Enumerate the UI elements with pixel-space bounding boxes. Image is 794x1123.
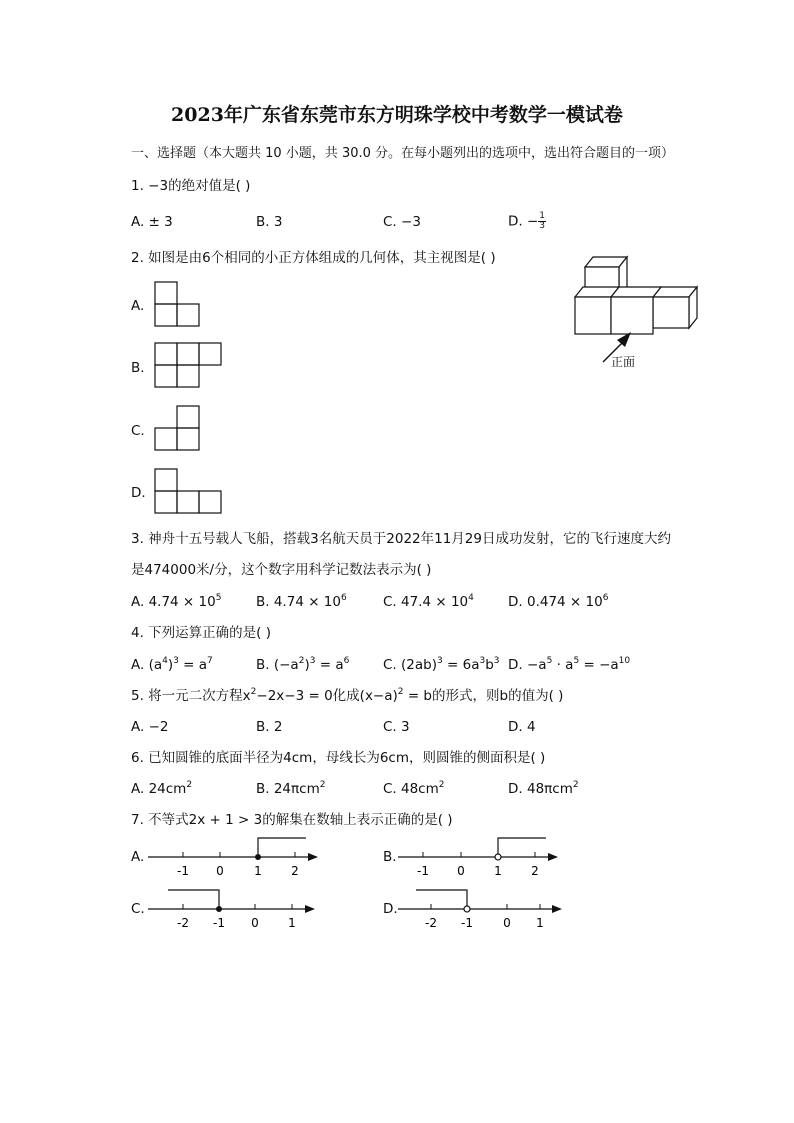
tick-label: -1 xyxy=(177,864,189,878)
question-1-stem: 1. −3的绝对值是( ) xyxy=(131,178,251,194)
tick-label: -1 xyxy=(417,864,429,878)
q7-option-c-numberline xyxy=(148,887,328,937)
exponent: 3 xyxy=(479,656,486,666)
q6-option-d xyxy=(508,781,579,797)
exponent: 4 xyxy=(162,656,168,666)
tick-label: 1 xyxy=(254,864,262,878)
q6-option-b xyxy=(256,781,325,797)
page-title: 2023年广东省东莞市东方明珠学校中考数学一模试卷 xyxy=(171,104,623,126)
q3-option-a xyxy=(131,594,221,610)
q5-stem-part: = b的形式，则b的值为( ) xyxy=(403,688,564,704)
q3-option-c-base: C. 47.4 × 10 xyxy=(383,594,469,610)
q4-b-part: B. (−a xyxy=(256,657,299,673)
exponent: 2 xyxy=(397,687,404,697)
q7-option-b-numberline xyxy=(398,835,578,885)
tick-label: 1 xyxy=(288,916,296,930)
question-7-stem: 7. 不等式2x + 1 > 3的解集在数轴上表示正确的是( ) xyxy=(131,812,453,828)
q6-option-c xyxy=(383,781,445,797)
q3-option-a-exponent: 5 xyxy=(215,593,222,603)
q4-option-b xyxy=(256,657,349,673)
q6-option-a xyxy=(131,781,192,797)
q3-option-b-exponent: 6 xyxy=(340,593,347,603)
q4-b-part: = a xyxy=(315,657,344,673)
q3-option-c-exponent: 4 xyxy=(468,593,474,603)
q7-option-d-label: D. xyxy=(383,901,398,917)
q5-option-a: A. −2 xyxy=(131,719,169,735)
tick-label: -2 xyxy=(425,916,437,930)
question-5-stem xyxy=(131,688,563,704)
fraction xyxy=(538,212,546,231)
fraction-denominator: 3 xyxy=(539,221,546,231)
q5-option-c: C. 3 xyxy=(383,719,410,735)
q2-option-a-label: A. xyxy=(131,298,145,314)
q3-option-d-base: D. 0.474 × 10 xyxy=(508,594,603,610)
q2-option-b-figure xyxy=(154,342,224,390)
question-4-stem: 4. 下列运算正确的是( ) xyxy=(131,625,271,641)
exponent: 3 xyxy=(493,656,500,666)
q2-option-d-label: D. xyxy=(131,485,146,501)
q3-option-d-exponent: 6 xyxy=(602,593,609,603)
exponent: 2 xyxy=(250,687,257,697)
exponent: 7 xyxy=(207,656,213,666)
q7-option-d-numberline xyxy=(398,887,578,937)
q2-option-d-figure xyxy=(154,468,224,516)
tick-label: 0 xyxy=(503,916,511,930)
q3-option-c xyxy=(383,594,474,610)
q3-option-b-base: B. 4.74 × 10 xyxy=(256,594,341,610)
q3-option-b xyxy=(256,594,347,610)
q2-option-c-figure xyxy=(154,405,202,453)
q5-stem-part: 5. 将一元二次方程x xyxy=(131,688,251,704)
q1-option-a: A. ± 3 xyxy=(131,214,173,230)
q4-a-part: A. (a xyxy=(131,657,163,673)
exponent: 2 xyxy=(572,780,579,790)
tick-label: 1 xyxy=(494,864,502,878)
fraction-numerator: 1 xyxy=(539,211,546,221)
cube-solid-figure xyxy=(573,252,703,382)
question-3-stem-line2: 是474000米/分，这个数字用科学记数法表示为( ) xyxy=(131,562,432,578)
q2-option-b-label: B. xyxy=(131,360,145,376)
q6-a-text: A. 24cm xyxy=(131,781,187,797)
tick-label: 0 xyxy=(457,864,465,878)
exponent: 6 xyxy=(343,656,350,666)
exponent: 2 xyxy=(298,656,305,666)
q4-d-part: · a xyxy=(552,657,574,673)
q3-option-a-base: A. 4.74 × 10 xyxy=(131,594,216,610)
tick-label: 2 xyxy=(531,864,539,878)
q4-c-part: C. (2ab) xyxy=(383,657,437,673)
q3-option-d xyxy=(508,594,608,610)
q5-stem-part: −2x−3 = 0化成(x−a) xyxy=(256,688,398,704)
question-2-stem: 2. 如图是由6个相同的小正方体组成的几何体，其主视图是( ) xyxy=(131,250,496,266)
q1-option-d xyxy=(508,212,546,231)
q4-option-c xyxy=(383,657,500,673)
q7-option-c-label: C. xyxy=(131,901,145,917)
tick-label: 2 xyxy=(291,864,299,878)
q1-option-b: B. 3 xyxy=(256,214,283,230)
q4-d-part: D. −a xyxy=(508,657,547,673)
q1-option-d-prefix: D. − xyxy=(508,213,539,230)
exponent: 5 xyxy=(573,656,580,666)
q7-option-a-label: A. xyxy=(131,849,145,865)
exponent: 2 xyxy=(319,780,326,790)
q4-b-part: ) xyxy=(304,657,310,673)
question-6-stem: 6. 已知圆锥的底面半径为4cm，母线长为6cm，则圆锥的侧面积是( ) xyxy=(131,750,546,766)
q5-option-b: B. 2 xyxy=(256,719,283,735)
exponent: 10 xyxy=(618,656,631,666)
tick-label: 0 xyxy=(216,864,224,878)
section-header: 一、选择题（本大题共 10 小题，共 30.0 分。在每小题列出的选项中，选出符合题目的一项） xyxy=(131,146,675,161)
q6-b-text: B. 24πcm xyxy=(256,781,320,797)
q2-option-c-label: C. xyxy=(131,423,145,439)
q5-option-d: D. 4 xyxy=(508,719,536,735)
q7-option-b-label: B. xyxy=(383,849,397,865)
exponent: 2 xyxy=(186,780,193,790)
tick-label: -1 xyxy=(461,916,473,930)
question-3-stem-line1: 3. 神舟十五号载人飞船，搭载3名航天员于2022年11月29日成功发射，它的飞行速度大约 xyxy=(131,531,671,547)
q7-option-a-numberline xyxy=(148,835,328,885)
q4-a-part: ) xyxy=(167,657,174,673)
q4-a-part: = a xyxy=(178,657,208,673)
tick-label: 1 xyxy=(536,916,544,930)
exponent: 3 xyxy=(309,656,316,666)
exponent: 3 xyxy=(436,656,443,666)
q4-c-part: b xyxy=(485,657,494,673)
tick-label: -2 xyxy=(177,916,189,930)
q4-c-part: = 6a xyxy=(442,657,480,673)
q4-option-d xyxy=(508,657,630,673)
exponent: 5 xyxy=(546,656,553,666)
q2-option-a-figure xyxy=(154,281,202,329)
front-label: 正面 xyxy=(611,355,636,369)
q1-option-c: C. −3 xyxy=(383,214,421,230)
q6-c-text: C. 48cm xyxy=(383,781,439,797)
exponent: 2 xyxy=(438,780,445,790)
tick-label: -1 xyxy=(213,916,225,930)
q4-option-a xyxy=(131,657,213,673)
exponent: 3 xyxy=(173,656,179,666)
tick-label: 0 xyxy=(251,916,259,930)
q6-d-text: D. 48πcm xyxy=(508,781,573,797)
q4-d-part: = −a xyxy=(579,657,619,673)
